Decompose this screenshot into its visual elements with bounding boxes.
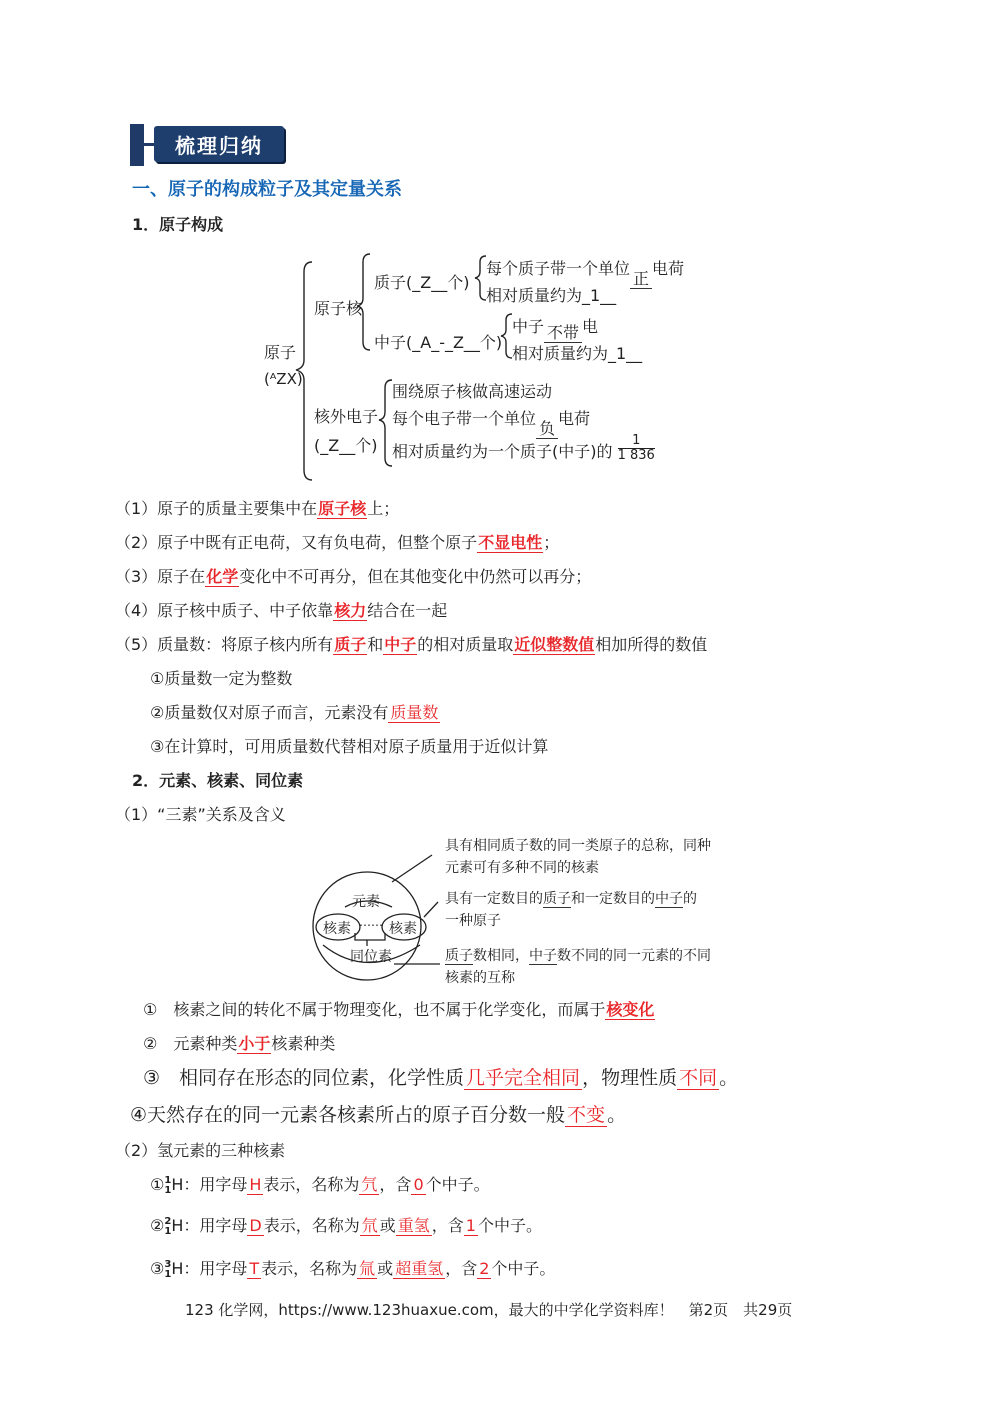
desc-3-proton: 质子 — [445, 948, 473, 964]
note-2-answer: 小于 — [238, 1034, 271, 1053]
electron-charge-value: 负 — [536, 419, 558, 439]
point-3-tail: 变化中不可再分，但在其他变化中仍然可以再分； — [239, 567, 592, 586]
page-footer: 123 化学网，https://www.123huaxue.com，最大的中学化学资料库！ 第2页 共29页 — [185, 1301, 793, 1319]
isotope-index: ② — [150, 1216, 165, 1235]
point-5-answer-1: 质子 — [334, 635, 367, 654]
dots-label: …… — [359, 915, 383, 929]
desc-1-line-1: 具有相同质子数的同一类原子的总称，同种 — [445, 838, 711, 854]
sub-point-2-answer: 质量数 — [390, 703, 439, 722]
isotope-text-1: ：用字母 — [183, 1216, 248, 1235]
note-2-text: ② 元素种类 — [143, 1034, 238, 1053]
point-2-answer: 不显电性 — [478, 533, 543, 552]
tongweisu-label: 同位素 — [350, 949, 392, 965]
electron-motion: 围绕原子核做高速运动 — [392, 382, 553, 401]
heading-1: 一、原子的构成粒子及其定量关系 — [132, 179, 402, 200]
point-4-answer: 核力 — [334, 601, 367, 620]
hesu-left-label: 核素 — [323, 921, 351, 937]
note-4-answer: 不变 — [567, 1104, 606, 1126]
isotope-text-4: 个中子。 — [491, 1259, 556, 1278]
point-4-text: （4）原子核中质子、中子依靠 — [115, 601, 334, 620]
isotope-text-3: ，含 — [445, 1259, 478, 1278]
proton-charge-value: 正 — [630, 269, 652, 289]
isotope-name-answer: 氘 — [361, 1216, 378, 1235]
element-symbol: H — [171, 1175, 184, 1194]
isotope-name-answer: 氕 — [361, 1175, 378, 1194]
element-symbol: H — [171, 1216, 184, 1235]
isotope-alt-name-answer: 超重氢 — [395, 1259, 444, 1278]
note-3-tail: 。 — [719, 1067, 739, 1089]
mass-number: 3 — [164, 1258, 172, 1270]
neutron-charge-pre: 中子 — [512, 317, 545, 336]
note-3-text: ③ 相同存在形态的同位素，化学性质 — [143, 1067, 465, 1089]
isotope-text-3: ，含 — [379, 1175, 412, 1194]
yuansu-label: 元素 — [352, 894, 380, 910]
isotope-text-3: ，含 — [431, 1216, 464, 1235]
desc-2-neutron: 中子 — [655, 891, 683, 907]
proton-mass: 相对质量约为_1__ — [486, 286, 617, 305]
desc-3-mid: 数相同， — [473, 948, 529, 964]
neutron-charge-value: 不带 — [544, 323, 582, 343]
desc-3-post: 数不同的同一元素的不同 — [557, 948, 711, 964]
isotope-or: 或 — [379, 1216, 396, 1235]
atomic-number: 1 — [164, 1268, 172, 1280]
isotope-letter-answer: D — [249, 1216, 262, 1235]
neutron-count-answer: 2 — [479, 1259, 490, 1278]
electron-charge-pre: 每个电子带一个单位 — [392, 409, 537, 428]
electron-charge-post: 电荷 — [558, 409, 591, 428]
subheading-elements: 2．元素、核素、同位素 — [132, 771, 304, 790]
isotope-or: 或 — [377, 1259, 394, 1278]
point-1-text: （1）原子的质量主要集中在 — [115, 499, 318, 518]
neutron-label: 中子(_A_-_Z__个) — [374, 333, 503, 352]
atomic-number: 1 — [164, 1184, 172, 1196]
note-1-text: ① 核素之间的转化不属于物理变化，也不属于化学变化，而属于 — [143, 1000, 606, 1019]
desc-2-mid: 和一定数目的 — [571, 891, 655, 907]
point-2-text: （2）原子中既有正电荷，又有负电荷，但整个原子 — [115, 533, 478, 552]
isotope-letter-answer: T — [249, 1259, 260, 1278]
desc-2-post: 的 — [683, 891, 697, 907]
point-1-answer: 原子核 — [318, 499, 367, 518]
subheading-hydrogen: （2）氢元素的三种核素 — [115, 1141, 286, 1160]
isotope-row — [150, 1172, 490, 1196]
note-4-tail: 。 — [607, 1104, 627, 1126]
point-3-text: （3）原子在 — [115, 567, 206, 586]
note-3-mid: ，物理性质 — [582, 1067, 678, 1089]
fraction-denominator: 1 836 — [617, 448, 655, 463]
mass-number: 1 — [164, 1174, 172, 1186]
desc-1-line-2: 元素可有多种不同的核素 — [445, 860, 599, 876]
isotope-text-2: 表示，名称为 — [263, 1175, 360, 1194]
point-2-tail: ； — [543, 533, 560, 552]
sub-point-2-text: ②质量数仅对原子而言，元素没有 — [150, 703, 389, 722]
isotope-text-1: ：用字母 — [183, 1175, 248, 1194]
iso-connector — [355, 933, 385, 940]
desc-3-line-1 — [445, 945, 711, 965]
note-3-answer-1: 几乎完全相同 — [466, 1067, 581, 1089]
point-3-answer: 化学 — [206, 567, 239, 586]
sub-point-1: ①质量数一定为整数 — [150, 669, 293, 688]
isotope-text-1: ：用字母 — [183, 1259, 248, 1278]
note-3-answer-2: 不同 — [679, 1067, 718, 1089]
point-5-mid-1: 和 — [367, 635, 384, 654]
point-4-tail: 结合在一起 — [367, 601, 448, 620]
note-2 — [143, 1031, 335, 1054]
atom-symbol: (ᴬZX) — [264, 370, 303, 388]
note-4-text: ④天然存在的同一元素各核素所占的原子百分数一般 — [130, 1104, 566, 1126]
fraction-numerator: 1 — [618, 434, 655, 449]
element-symbol: H — [171, 1259, 184, 1278]
subheading-three-concepts: （1）“三素”关系及含义 — [115, 805, 286, 824]
mass-number: 2 — [164, 1215, 172, 1227]
note-4 — [130, 1100, 626, 1127]
badge-label: 梳理归纳 — [175, 134, 263, 158]
neutron-count-answer: 0 — [413, 1175, 424, 1194]
neutron-mass: 相对质量约为_1__ — [512, 344, 643, 363]
electron-count: (_Z__个) — [314, 436, 378, 455]
desc-2-proton: 质子 — [543, 891, 571, 907]
point-5-text: （5）质量数：将原子核内所有 — [115, 635, 334, 654]
isotope-text-4: 个中子。 — [425, 1175, 490, 1194]
desc-2-line-2: 一种原子 — [445, 913, 501, 929]
desc-3-line-2: 核素的互称 — [445, 970, 515, 986]
neutron-count-answer: 1 — [465, 1216, 476, 1235]
isotope-row — [150, 1213, 542, 1237]
subheading-atom-structure: 1．原子构成 — [132, 215, 224, 234]
desc-3-neutron: 中子 — [529, 948, 557, 964]
isotope-letter-answer: H — [249, 1175, 262, 1194]
leader-1 — [392, 855, 432, 882]
proton-label: 质子(_Z__个) — [374, 273, 470, 292]
electron-label: 核外电子 — [314, 407, 379, 426]
nucleus-label: 原子核 — [314, 299, 363, 318]
point-5-mid-2: 的相对质量取 — [417, 635, 514, 654]
isotope-index: ③ — [150, 1259, 165, 1278]
isotope-alt-name-answer: 重氢 — [397, 1216, 430, 1235]
atomic-number: 1 — [164, 1225, 172, 1237]
note-1 — [143, 997, 655, 1020]
isotope-index: ① — [150, 1175, 165, 1194]
atom-label: 原子 — [264, 343, 297, 362]
hesu-right-label: 核素 — [389, 921, 417, 937]
leader-2 — [424, 902, 438, 917]
note-1-answer: 核变化 — [606, 1000, 655, 1019]
neutron-charge-post: 电 — [582, 317, 599, 336]
proton-charge-post: 电荷 — [652, 259, 685, 278]
point-1-tail: 上； — [367, 499, 400, 518]
point-5-answer-2: 中子 — [384, 635, 417, 654]
desc-2-pre: 具有一定数目的 — [445, 891, 543, 907]
isotope-row — [150, 1256, 555, 1280]
sub-point-3: ③在计算时，可用质量数代替相对原子质量用于近似计算 — [150, 737, 549, 756]
isotope-text-2: 表示，名称为 — [263, 1216, 360, 1235]
isotope-text-4: 个中子。 — [477, 1216, 542, 1235]
isotope-text-2: 表示，名称为 — [261, 1259, 358, 1278]
isotope-name-answer: 氚 — [359, 1259, 376, 1278]
note-3 — [143, 1063, 738, 1090]
proton-charge-pre: 每个质子带一个单位 — [486, 259, 631, 278]
point-5-tail: 相加所得的数值 — [595, 635, 708, 654]
electron-mass-text: 相对质量约为一个质子(中子)的 — [392, 442, 613, 461]
desc-2-line-1 — [445, 888, 697, 908]
point-5-answer-3: 近似整数值 — [514, 635, 595, 654]
note-2-tail: 核素种类 — [271, 1034, 336, 1053]
